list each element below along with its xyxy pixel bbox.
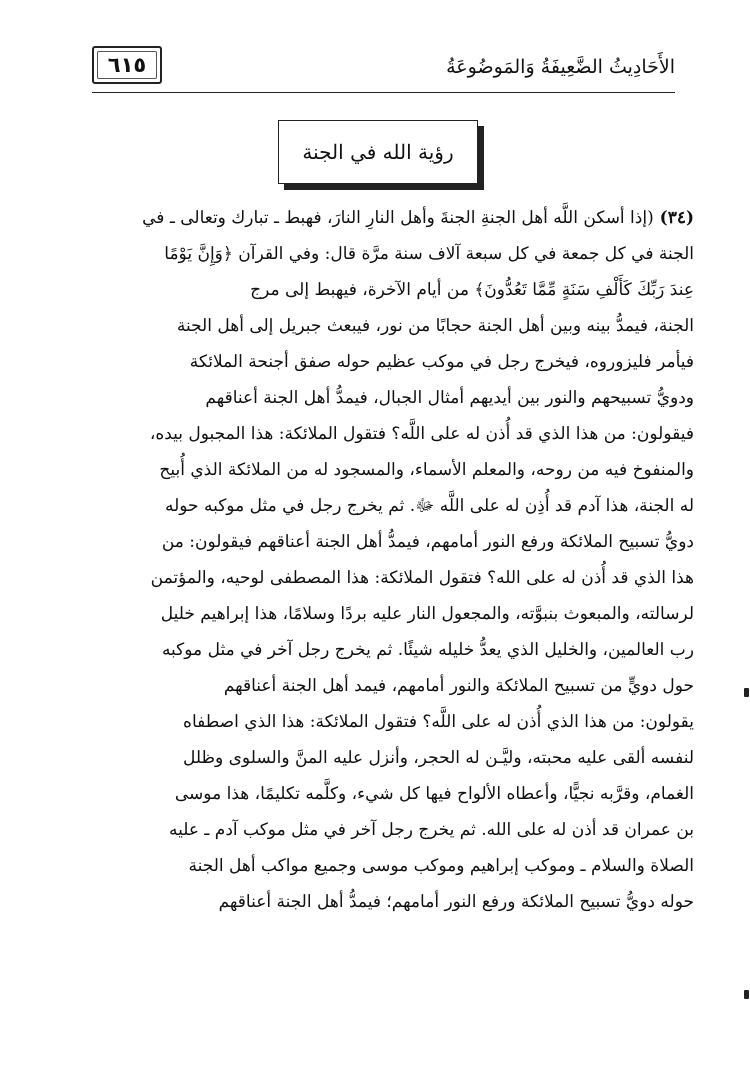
text-line: ودويُّ تسبيحهم والنور بين أيديهم أمثال الجبال، فيمدُّ أهل الجنة أعناقهم — [205, 388, 694, 408]
edge-mark — [744, 688, 749, 697]
edge-mark — [744, 990, 749, 999]
text-line: هذا الذي قد أُذن له على الله؟ فتقول الملائكة: هذا المصطفى لوحيه، والمؤتمن — [150, 568, 694, 588]
text-line: فيأمر فليزوروه، فيخرج رجل في موكب عظيم حوله صفق أجنحة الملائكة — [189, 352, 694, 372]
text-line: فيقولون: من هذا الذي قد أُذن له على اللَّه؟ فتقول الملائكة: هذا المجبول بيده، — [149, 424, 694, 444]
text-line: الغمام، وقرَّبه نجيًّا، وأعطاه الألواح فيها كل شيء، وكلَّمه تكليمًا، هذا موسى — [174, 784, 694, 804]
text-line: دويُّ تسبيح الملائكة ورفع النور أمامهم، فيمدُّ أهل الجنة أعناقهم فيقولون: من — [161, 532, 694, 552]
page-header — [92, 46, 675, 93]
text-line: لنفسه ألقى عليه محبته، وليَّـن له الحجر، وأنزل عليه المنَّ والسلوى وظلل — [182, 748, 694, 768]
text-line: لرسالته، والمبعوث بنبوَّته، والمجعول النار عليه بردًا وسلامًا، هذا إبراهيم خليل — [160, 604, 694, 624]
hadith-text — [72, 200, 694, 920]
page-number: ٦١٥ — [107, 53, 147, 77]
text-line: يقولون: من هذا الذي أُذن له على اللَّه؟ فتقول الملائكة: هذا الذي اصطفاه — [183, 712, 694, 732]
section-title-box — [278, 120, 478, 184]
text-line: له الجنة، هذا آدم قد أُذِن له على اللَّه ﷻ. ثم يخرج رجل في مثل موكبه حوله — [164, 496, 694, 516]
text-line: رب العالمين، والخليل الذي يعدُّ خليله شيئًا. ثم يخرج رجل آخر في مثل موكبه — [161, 640, 694, 660]
text-line: والمنفوخ فيه من روحه، والمعلم الأسماء، والمسجود له من الملائكة الذي أُبيح — [159, 460, 694, 480]
text-line: الجنة في كل جمعة في كل سبعة آلاف سنة مرَّة قال: وفي القرآن ﴿وَإِنَّ يَوْمًا — [164, 244, 694, 264]
page-number-box — [92, 46, 162, 84]
text-line: (٣٤) (إذا أسكن اللَّه أهل الجنةِ الجنةَ وأهل النارِ النارَ، فهبط ـ تبارك وتعالى ـ في — [142, 208, 694, 228]
text-line: الصلاة والسلام ـ وموكب إبراهيم وموكب موسى وجميع مواكب أهل الجنة — [188, 856, 694, 876]
section-title: رؤية الله في الجنة — [302, 140, 454, 164]
text-line: عِندَ رَبِّكَ كَأَلْفِ سَنَةٍ مِّمَّا تَعُدُّونَ﴾ من أيام الآخرة، فيهبط إلى مرج — [250, 280, 694, 300]
hadith-number: (٣٤) — [653, 208, 694, 228]
text-line: حوله دويُّ تسبيح الملائكة ورفع النور أمامهم؛ فيمدُّ أهل الجنة أعناقهم — [218, 892, 694, 912]
text-line: الجنة، فيمدُّ بينه وبين أهل الجنة حجابًا من نور، فيبعث جبريل إلى أهل الجنة — [176, 316, 694, 336]
running-title: الأَحَادِيثُ الضَّعِيفَةُ وَالمَوضُوعَةُ — [446, 56, 675, 78]
text-line: حول دويٍّ من تسبيح الملائكة والنور أمامهم، فيمد أهل الجنة أعناقهم — [223, 676, 694, 696]
text-line: بن عمران قد أذن له على الله. ثم يخرج رجل آخر في مثل موكب آدم ـ عليه — [168, 820, 694, 840]
